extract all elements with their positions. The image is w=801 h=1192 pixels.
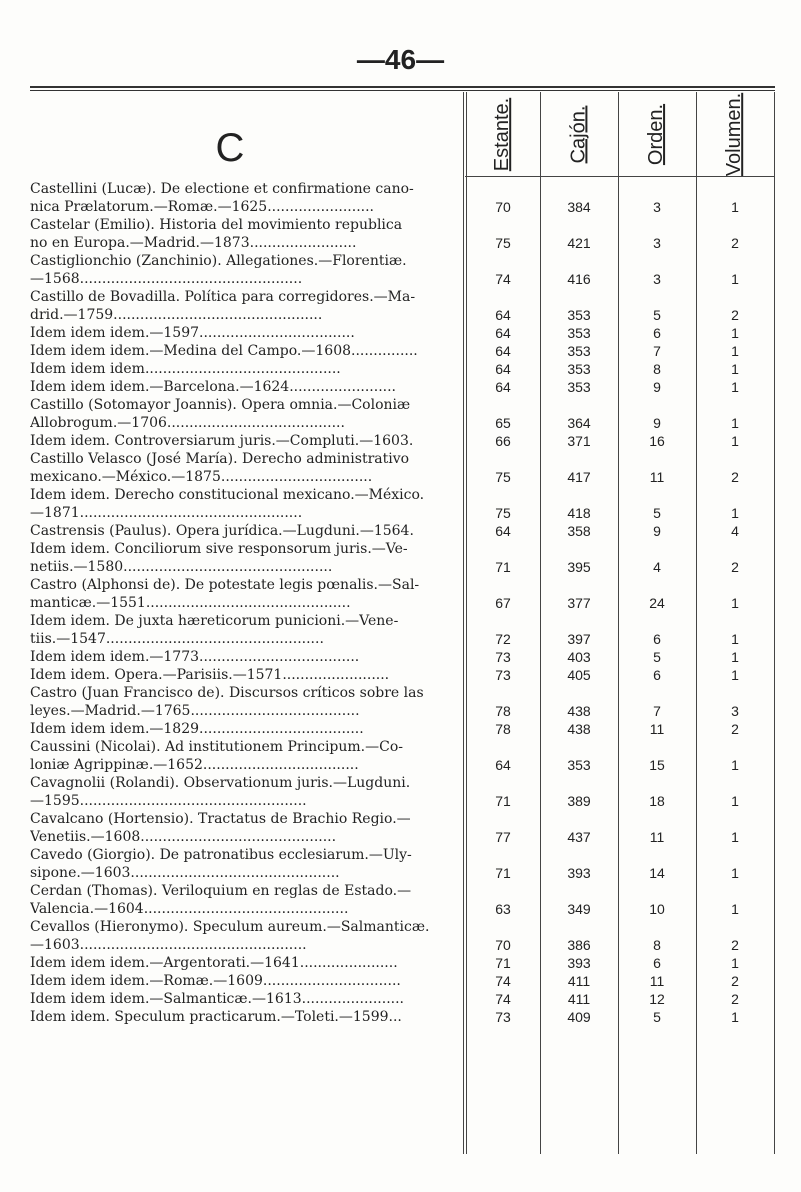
entry-volumen: 1 (731, 433, 739, 449)
entry-volumen: 1 (731, 649, 739, 665)
entry-orden: 3 (653, 271, 661, 287)
column-header-estante: Estante. (491, 97, 514, 171)
entry-line: Idem idem. Derecho constitucional mexicano.—México. (30, 487, 425, 503)
entry-estante: 73 (495, 649, 511, 665)
column-header-orden: Orden. (645, 103, 668, 165)
entry-text (30, 378, 460, 396)
entry-estante: 71 (495, 865, 511, 881)
catalog-entry (0, 972, 801, 990)
entry-estante: 72 (495, 631, 511, 647)
entry-cajon: 411 (567, 991, 591, 1007)
entry-line: sipone.—1603............................................... (30, 865, 340, 881)
entry-cajon: 353 (567, 361, 591, 377)
column-header-cajon: Cajón. (567, 105, 590, 163)
entry-line: Allobrogum.—1706........................................ (30, 415, 345, 431)
entry-volumen: 1 (731, 595, 739, 611)
entry-estante: 63 (495, 901, 511, 917)
entry-orden: 6 (653, 667, 661, 683)
entry-volumen: 1 (731, 667, 739, 683)
entry-cajon: 405 (567, 667, 591, 683)
entry-orden: 6 (653, 955, 661, 971)
entry-text (30, 324, 460, 342)
catalog-entries (0, 180, 801, 1026)
entry-estante: 64 (495, 307, 511, 323)
entry-estante: 64 (495, 361, 511, 377)
entry-cajon: 389 (567, 793, 591, 809)
entry-text (30, 360, 460, 378)
entry-volumen: 3 (731, 703, 739, 719)
catalog-entry (0, 450, 801, 486)
entry-line: Valencia.—1604.............................................. (30, 901, 349, 917)
entry-estante: 64 (495, 757, 511, 773)
entry-estante: 73 (495, 1009, 511, 1025)
entry-line: —1568.................................................. (30, 271, 303, 287)
entry-cajon: 353 (567, 325, 591, 341)
catalog-entry (0, 1008, 801, 1026)
entry-text (30, 738, 460, 774)
entry-cajon: 438 (567, 703, 591, 719)
entry-estante: 64 (495, 379, 511, 395)
entry-orden: 11 (649, 721, 665, 737)
top-rule-thin (30, 90, 775, 91)
entry-line: Idem idem idem.—1597................................... (30, 325, 355, 341)
entry-text (30, 1008, 460, 1026)
entry-cajon: 417 (567, 469, 591, 485)
entry-orden: 8 (653, 361, 661, 377)
entry-line: Castro (Alphonsi de). De potestate legis pœnalis.—Sal- (30, 577, 420, 593)
entry-orden: 16 (649, 433, 665, 449)
entry-line: mexicano.—México.—1875.................................. (30, 469, 373, 485)
entry-estante: 71 (495, 793, 511, 809)
entry-cajon: 395 (567, 559, 591, 575)
entry-cajon: 403 (567, 649, 591, 665)
entry-line: Venetiis.—1608............................................ (30, 829, 337, 845)
entry-estante: 78 (495, 703, 511, 719)
entry-line: netiis.—1580............................................... (30, 559, 333, 575)
entry-volumen: 1 (731, 361, 739, 377)
entry-text (30, 810, 460, 846)
header-rule (465, 176, 775, 177)
entry-text (30, 990, 460, 1008)
entry-text (30, 180, 460, 216)
entry-line: leyes.—Madrid.—1765...................................... (30, 703, 360, 719)
entry-volumen: 4 (731, 523, 739, 539)
entry-volumen: 2 (731, 991, 739, 1007)
entry-text (30, 216, 460, 252)
entry-text (30, 954, 460, 972)
entry-cajon: 371 (567, 433, 591, 449)
entry-volumen: 1 (731, 505, 739, 521)
entry-orden: 11 (649, 829, 665, 845)
catalog-entry (0, 486, 801, 522)
entry-orden: 5 (653, 307, 661, 323)
entry-cajon: 349 (567, 901, 591, 917)
entry-line: no en Europa.—Madrid.—1873........................ (30, 235, 357, 251)
entry-line: Idem idem idem.—Medina del Campo.—1608............... (30, 343, 418, 359)
catalog-entry (0, 342, 801, 360)
entry-text (30, 612, 460, 648)
catalog-entry (0, 216, 801, 252)
entry-estante: 64 (495, 523, 511, 539)
entry-orden: 9 (653, 415, 661, 431)
entry-line: nica Prælatorum.—Romæ.—1625........................ (30, 199, 375, 215)
entry-cajon: 384 (567, 199, 591, 215)
catalog-entry (0, 360, 801, 378)
entry-estante: 71 (495, 559, 511, 575)
entry-volumen: 2 (731, 937, 739, 953)
entry-text (30, 288, 460, 324)
entry-text (30, 720, 460, 738)
entry-text (30, 648, 460, 666)
entry-estante: 74 (495, 973, 511, 989)
entry-orden: 11 (649, 973, 665, 989)
entry-volumen: 1 (731, 793, 739, 809)
entry-line: Castellini (Lucæ). De electione et confirmatione cano- (30, 181, 414, 197)
entry-line: Idem idem. Speculum practicarum.—Toleti.—1599... (30, 1009, 402, 1025)
entry-cajon: 358 (567, 523, 591, 539)
entry-cajon: 377 (567, 595, 591, 611)
entry-volumen: 2 (731, 469, 739, 485)
entry-volumen: 2 (731, 235, 739, 251)
entry-line: Castelar (Emilio). Historia del movimiento republica (30, 217, 403, 233)
entry-orden: 6 (653, 325, 661, 341)
entry-estante: 64 (495, 325, 511, 341)
catalog-entry (0, 522, 801, 540)
catalog-entry (0, 666, 801, 684)
entry-orden: 8 (653, 937, 661, 953)
catalog-entry (0, 378, 801, 396)
entry-text (30, 918, 460, 954)
entry-orden: 3 (653, 235, 661, 251)
entry-line: manticæ.—1551.............................................. (30, 595, 351, 611)
entry-line: —1603................................................... (30, 937, 307, 953)
entry-volumen: 1 (731, 325, 739, 341)
entry-estante: 75 (495, 505, 511, 521)
entry-line: Idem idem idem.—Argentorati.—1641...................... (30, 955, 398, 971)
entry-volumen: 1 (731, 955, 739, 971)
entry-line: Castro (Juan Francisco de). Discursos críticos sobre las (30, 685, 424, 701)
entry-volumen: 1 (731, 199, 739, 215)
catalog-entry (0, 774, 801, 810)
entry-text (30, 486, 460, 522)
entry-estante: 70 (495, 199, 511, 215)
entry-cajon: 386 (567, 937, 591, 953)
entry-line: Cavalcano (Hortensio). Tractatus de Brachio Regio.— (30, 811, 411, 827)
entry-line: Idem idem. Controversiarum juris.—Compluti.—1603. (30, 433, 414, 449)
entry-volumen: 1 (731, 865, 739, 881)
entry-text (30, 576, 460, 612)
catalog-entry (0, 180, 801, 216)
entry-cajon: 353 (567, 307, 591, 323)
entry-line: Cavedo (Giorgio). De patronatibus ecclesiarum.—Uly- (30, 847, 412, 863)
section-letter: C (215, 126, 245, 170)
entry-orden: 4 (653, 559, 661, 575)
entry-estante: 64 (495, 343, 511, 359)
entry-volumen: 2 (731, 721, 739, 737)
entry-estante: 66 (495, 433, 511, 449)
entry-line: Idem idem. Conciliorum sive responsorum juris.—Ve- (30, 541, 408, 557)
entry-cajon: 411 (567, 973, 591, 989)
entry-estante: 70 (495, 937, 511, 953)
entry-line: Idem idem idem.—1773.................................... (30, 649, 360, 665)
entry-line: Idem idem idem.—Salmanticæ.—1613....................... (30, 991, 404, 1007)
entry-volumen: 1 (731, 829, 739, 845)
entry-orden: 5 (653, 649, 661, 665)
entry-estante: 77 (495, 829, 511, 845)
entry-cajon: 437 (567, 829, 591, 845)
catalog-entry (0, 684, 801, 720)
entry-cajon: 393 (567, 955, 591, 971)
entry-orden: 12 (649, 991, 665, 1007)
entry-estante: 74 (495, 271, 511, 287)
entry-cajon: 364 (567, 415, 591, 431)
catalog-entry (0, 324, 801, 342)
entry-volumen: 2 (731, 559, 739, 575)
entry-cajon: 353 (567, 757, 591, 773)
entry-estante: 74 (495, 991, 511, 1007)
entry-orden: 15 (649, 757, 665, 773)
catalog-entry (0, 432, 801, 450)
entry-volumen: 1 (731, 757, 739, 773)
entry-line: tiis.—1547................................................. (30, 631, 324, 647)
entry-cajon: 421 (567, 235, 591, 251)
entry-line: Castrensis (Paulus). Opera jurídica.—Lugduni.—1564. (30, 523, 414, 539)
entry-line: Cavagnolii (Rolandi). Observationum juris.—Lugduni. (30, 775, 411, 791)
entry-text (30, 450, 460, 486)
entry-orden: 18 (649, 793, 665, 809)
catalog-entry (0, 288, 801, 324)
entry-orden: 3 (653, 199, 661, 215)
entry-line: loniæ Agrippinæ.—1652................................... (30, 757, 359, 773)
entry-text (30, 396, 460, 432)
top-rule (30, 86, 775, 88)
entry-cajon: 397 (567, 631, 591, 647)
entry-text (30, 432, 460, 450)
entry-cajon: 393 (567, 865, 591, 881)
entry-text (30, 342, 460, 360)
entry-text (30, 882, 460, 918)
entry-estante: 67 (495, 595, 511, 611)
entry-orden: 14 (649, 865, 665, 881)
entry-line: Idem idem. Opera.—Parisiis.—1571........................ (30, 667, 390, 683)
entry-line: Idem idem. De juxta hæreticorum punicioni.—Vene- (30, 613, 399, 629)
entry-volumen: 1 (731, 1009, 739, 1025)
entry-volumen: 2 (731, 307, 739, 323)
entry-estante: 75 (495, 469, 511, 485)
entry-line: Castillo Velasco (José María). Derecho administrativo (30, 451, 410, 467)
catalog-entry (0, 648, 801, 666)
entry-line: Castiglionchio (Zanchinio). Allegationes.—Florentiæ. (30, 253, 407, 269)
entry-text (30, 522, 460, 540)
entry-line: —1871.................................................. (30, 505, 303, 521)
column-header-volumen: Volumen. (723, 92, 746, 176)
entry-orden: 5 (653, 1009, 661, 1025)
entry-estante: 73 (495, 667, 511, 683)
entry-text (30, 972, 460, 990)
entry-volumen: 1 (731, 271, 739, 287)
entry-cajon: 418 (567, 505, 591, 521)
catalog-entry (0, 846, 801, 882)
catalog-entry (0, 540, 801, 576)
entry-volumen: 2 (731, 973, 739, 989)
entry-volumen: 1 (731, 415, 739, 431)
entry-volumen: 1 (731, 343, 739, 359)
entry-line: Idem idem idem.—Romæ.—1609............................... (30, 973, 401, 989)
entry-orden: 5 (653, 505, 661, 521)
entry-cajon: 409 (567, 1009, 591, 1025)
catalog-entry (0, 720, 801, 738)
entry-text (30, 540, 460, 576)
entry-cajon: 438 (567, 721, 591, 737)
entry-orden: 10 (649, 901, 665, 917)
entry-volumen: 1 (731, 901, 739, 917)
entry-cajon: 353 (567, 343, 591, 359)
catalog-entry (0, 918, 801, 954)
entry-text (30, 684, 460, 720)
page-number: —46— (356, 44, 445, 75)
catalog-entry (0, 810, 801, 846)
entry-volumen: 1 (731, 379, 739, 395)
entry-text (30, 846, 460, 882)
entry-orden: 7 (653, 343, 661, 359)
catalog-entry (0, 252, 801, 288)
catalog-entry (0, 612, 801, 648)
entry-cajon: 416 (567, 271, 591, 287)
entry-line: Caussini (Nicolai). Ad institutionem Principum.—Co- (30, 739, 403, 755)
catalog-entry (0, 990, 801, 1008)
entry-orden: 9 (653, 379, 661, 395)
entry-estante: 65 (495, 415, 511, 431)
entry-orden: 7 (653, 703, 661, 719)
entry-line: drid.—1759............................................... (30, 307, 323, 323)
entry-estante: 71 (495, 955, 511, 971)
entry-line: Idem idem idem.—Barcelona.—1624........................ (30, 379, 397, 395)
entry-line: Idem idem idem.—1829..................................... (30, 721, 364, 737)
entry-line: Idem idem idem............................................ (30, 361, 341, 377)
entry-text (30, 666, 460, 684)
entry-text (30, 252, 460, 288)
entry-estante: 75 (495, 235, 511, 251)
catalog-entry (0, 576, 801, 612)
entry-line: Castillo de Bovadilla. Política para corregidores.—Ma- (30, 289, 416, 305)
entry-orden: 24 (649, 595, 665, 611)
catalog-entry (0, 738, 801, 774)
entry-line: Cevallos (Hieronymo). Speculum aureum.—Salmanticæ. (30, 919, 430, 935)
entry-orden: 9 (653, 523, 661, 539)
entry-line: Cerdan (Thomas). Veriloquium en reglas de Estado.— (30, 883, 412, 899)
entry-estante: 78 (495, 721, 511, 737)
catalog-entry (0, 882, 801, 918)
entry-text (30, 774, 460, 810)
entry-orden: 6 (653, 631, 661, 647)
catalog-entry (0, 396, 801, 432)
entry-orden: 11 (649, 469, 665, 485)
entry-cajon: 353 (567, 379, 591, 395)
catalog-entry (0, 954, 801, 972)
entry-volumen: 1 (731, 631, 739, 647)
entry-line: Castillo (Sotomayor Joannis). Opera omnia.—Coloniæ (30, 397, 411, 413)
entry-line: —1595................................................... (30, 793, 307, 809)
